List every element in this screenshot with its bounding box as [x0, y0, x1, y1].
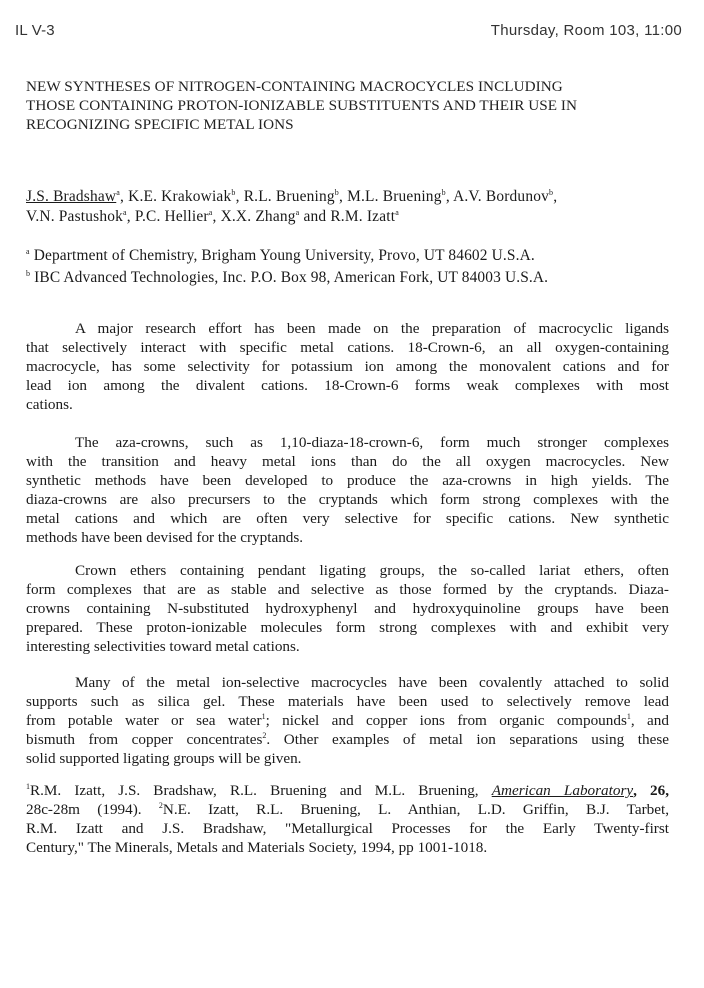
separator: , — [553, 188, 558, 205]
author-name: J.S. Bradshaw — [26, 188, 117, 205]
text-line: Crown ethers containing pendant ligating groups, the so-called lariat ethers, often — [75, 562, 669, 579]
text-line: solid supported ligating groups will be given. — [26, 750, 302, 767]
affiliation-mark: a — [295, 207, 300, 217]
reference-line: R.M. Izatt and J.S. Bradshaw, "Metallurgical Processes for the Early Twenty-first — [26, 820, 669, 837]
affiliation-text: Department of Chemistry, Brigham Young University, Provo, UT 84602 U.S.A. — [33, 247, 535, 264]
affiliation-text: IBC Advanced Technologies, Inc. P.O. Box 98, American Fork, UT 84003 U.S.A. — [34, 269, 549, 286]
reference-text: N.E. Izatt, R.L. Bruening, L. Anthian, L.D. Griffin, B.J. Tarbet, — [162, 801, 669, 818]
separator: , — [212, 208, 221, 225]
title-line: NEW SYNTHESES OF NITROGEN-CONTAINING MACROCYCLES INCLUDING — [26, 78, 563, 95]
author-line — [26, 207, 676, 227]
text-line — [26, 711, 669, 730]
text-line: synthetic methods have been developed to produce the aza-crowns in high yields. The — [26, 472, 669, 489]
affiliation-mark: b — [231, 187, 236, 197]
author-name: V.N. Pastushok — [26, 208, 124, 225]
session-code: IL V-3 — [15, 22, 55, 39]
reference-authors: R.M. Izatt, J.S. Bradshaw, R.L. Bruening and M.L. Bruening, — [30, 782, 492, 799]
abstract-paragraph-1 — [26, 319, 669, 414]
reference-mark: 2 — [158, 800, 163, 810]
abstract-paragraph-4 — [26, 673, 669, 768]
author-list — [26, 187, 676, 227]
text-run: from potable water or sea water — [26, 712, 262, 729]
reference-line — [26, 800, 669, 819]
journal-volume: , 26, — [633, 782, 670, 799]
abstract-paragraph-3 — [26, 561, 669, 656]
title-line: THOSE CONTAINING PROTON-IONIZABLE SUBSTITUENTS AND THEIR USE IN — [26, 97, 578, 114]
text-line: lead ion among the divalent cations. 18-Crown-6 forms weak complexes with most — [26, 377, 669, 394]
affiliation-mark: a — [26, 246, 30, 256]
references — [26, 781, 669, 857]
text-line: A major research effort has been made on the preparation of macrocyclic ligands — [75, 320, 669, 337]
affiliation-mark: a — [116, 187, 121, 197]
text-line: diaza-crowns are also precursers to the cryptands which form strong complexes with the — [26, 491, 669, 508]
affiliation-mark: a — [208, 207, 213, 217]
text-line: metal cations and which are often very selective for specific cations. New synthetic — [26, 510, 669, 527]
text-line: form complexes that are as stable and selective as those formed by the cryptands. Diaza- — [26, 581, 669, 598]
separator: , — [120, 188, 129, 205]
citation-mark: 1 — [626, 711, 631, 721]
text-run: bismuth from copper concentrates — [26, 731, 263, 748]
text-line: with the transition and heavy metal ions than do the all oxygen macrocycles. New — [26, 453, 669, 470]
journal-name: American Laboratory — [491, 782, 634, 799]
session-schedule: Thursday, Room 103, 11:00 — [490, 22, 682, 39]
affiliation-mark: b — [441, 187, 446, 197]
affiliation-mark: b — [549, 187, 554, 197]
separator: , — [338, 188, 348, 205]
text-line — [26, 730, 669, 749]
affiliation-mark: a — [123, 207, 127, 217]
affiliation-mark: a — [395, 207, 399, 217]
separator: , — [126, 208, 135, 225]
abstract-paragraph-2 — [26, 433, 669, 547]
text-run: , and — [630, 712, 669, 729]
separator: , — [235, 188, 244, 205]
separator: , — [445, 188, 454, 205]
text-line: prepared. These proton-ionizable molecules form strong complexes with and exhibit very — [26, 619, 669, 636]
author-name: X.X. Zhang — [220, 208, 296, 225]
separator: and — [299, 208, 331, 225]
author-name: K.E. Krakowiak — [128, 188, 232, 205]
author-name: A.V. Bordunov — [453, 188, 550, 205]
citation-mark: 1 — [261, 711, 266, 721]
affiliation-mark: b — [26, 268, 31, 278]
text-line: crowns containing N-substituted hydroxyphenyl and hydroxyquinoline groups have been — [26, 600, 669, 617]
text-line: methods have been devised for the cryptands. — [26, 529, 304, 546]
reference-pages: 28c-28m (1994). — [26, 801, 159, 818]
reference-line — [26, 781, 669, 800]
title-line: RECOGNIZING SPECIFIC METAL IONS — [26, 116, 294, 133]
text-line: The aza-crowns, such as 1,10-diaza-18-crown-6, form much stronger complexes — [75, 434, 669, 451]
author-name: P.C. Hellier — [134, 208, 209, 225]
affiliation — [26, 267, 676, 289]
text-line: macrocycle, has some selectivity for potassium ion among the monovalent cations and for — [26, 358, 669, 375]
affiliation — [26, 245, 676, 267]
text-line: that selectively interact with specific metal cations. 18-Crown-6, an all oxygen-containing — [26, 339, 669, 356]
text-line: cations. — [26, 396, 73, 413]
author-name: M.L. Bruening — [347, 188, 442, 205]
text-line: Many of the metal ion-selective macrocycles have been covalently attached to solid — [75, 674, 669, 691]
affiliation-mark: b — [334, 187, 339, 197]
citation-mark: 2 — [262, 730, 267, 740]
affiliation-list — [26, 245, 676, 289]
reference-line: Century," The Minerals, Metals and Materials Society, 1994, pp 1001-1018. — [26, 839, 488, 856]
author-name: R.L. Bruening — [243, 188, 335, 205]
author-line — [26, 187, 676, 207]
text-run: . Other examples of metal ion separations using these — [266, 731, 669, 748]
paper-title — [26, 77, 676, 134]
author-name: R.M. Izatt — [330, 208, 396, 225]
text-run: ; nickel and copper ions from organic compounds — [265, 712, 627, 729]
reference-mark: 1 — [26, 781, 30, 791]
text-line: supports such as silica gel. These materials have been used to selectively remove lead — [26, 693, 669, 710]
text-line: interesting selectivities toward metal cations. — [26, 638, 300, 655]
